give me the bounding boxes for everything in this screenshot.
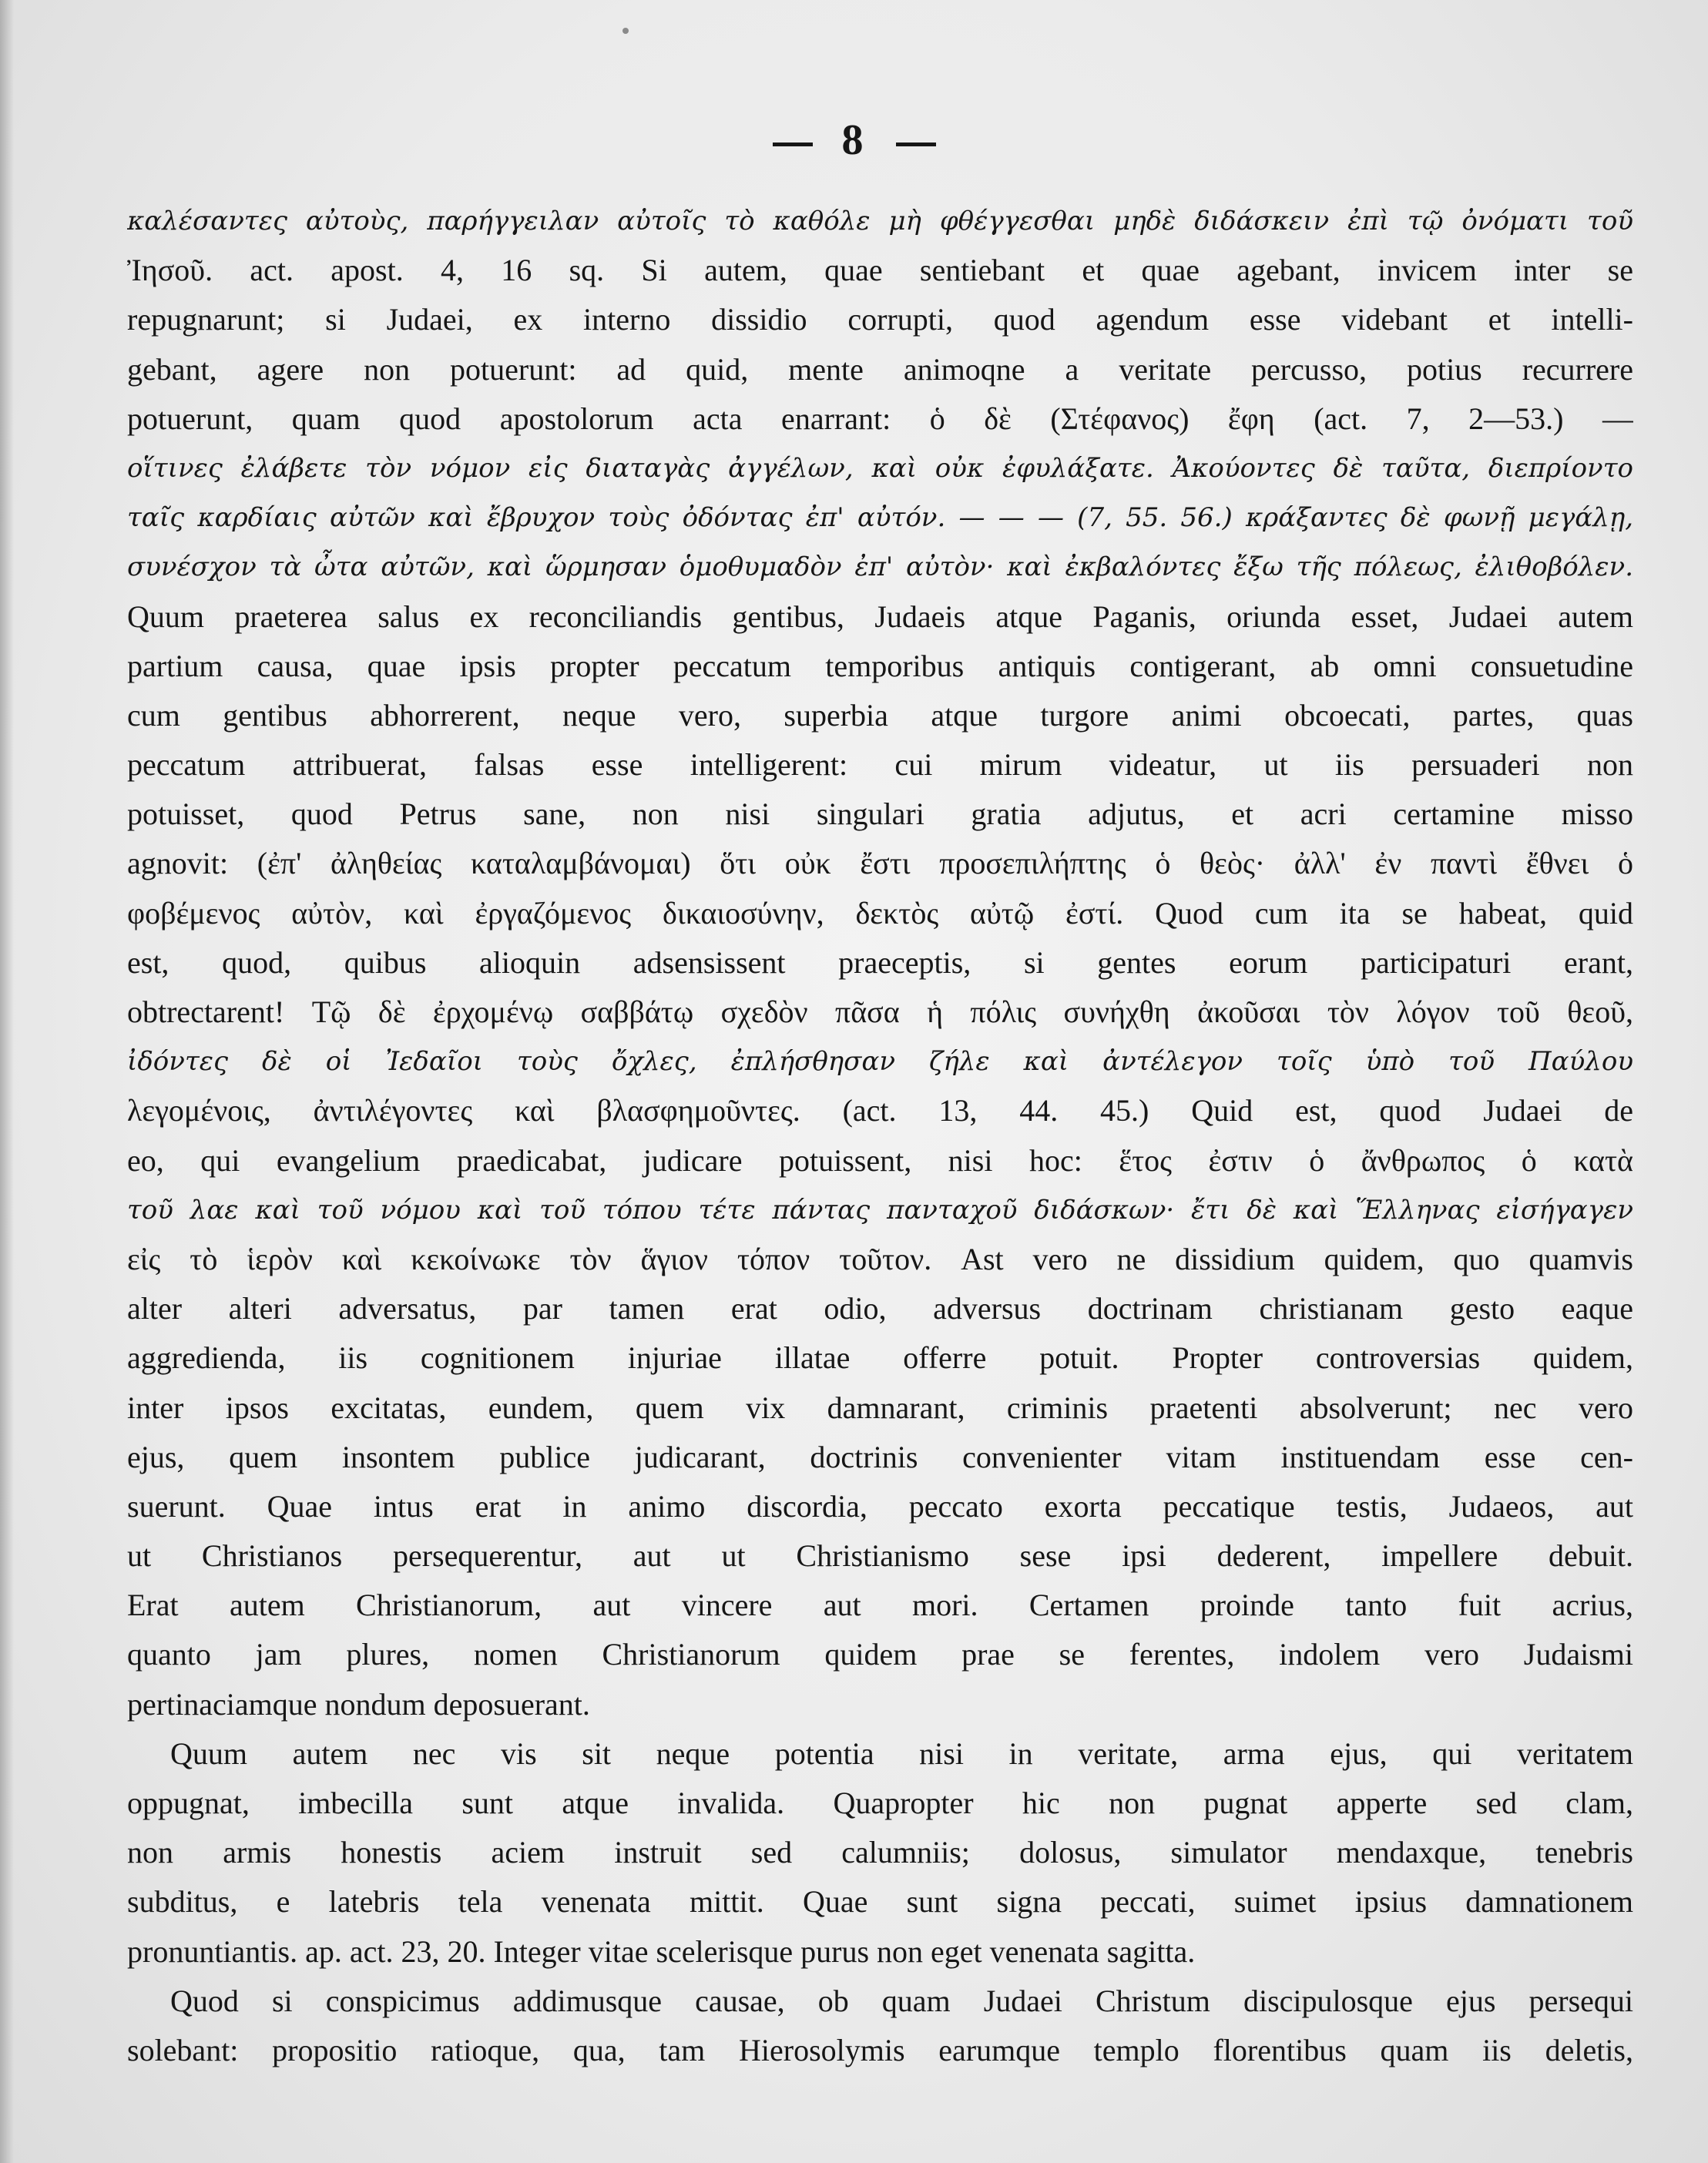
text-line: ut Christianos persequerentur, aut ut Christianismo sese ipsi dederent, impellere debuit. xyxy=(127,1538,1633,1574)
text-line: Quum autem nec vis sit neque potentia nisi in veritate, arma ejus, qui veritatem xyxy=(170,1735,1633,1771)
text-line: καλέσαντες αὐτοὺς, παρήγγειλαν αὐτοῖς τὸ καθόλε μὴ φθέγγεσθαι μηδὲ διδάσκειν ἐπὶ τῷ ὀνόματι τοῦ xyxy=(127,206,1633,236)
text-line: non armis honestis aciem instruit sed calumniis; dolosus, simulator mendaxque, tenebris xyxy=(127,1835,1633,1870)
text-line: ταῖς καρδίαις αὐτῶν καὶ ἔβρυχον τοὺς ὀδόντας ἐπ' αὐτόν. — — — (7, 55. 56.) κράξαντες δὲ φωνῇ μεγάλῃ, xyxy=(127,502,1633,534)
page-number-dash-right xyxy=(896,143,936,146)
text-line: ἰδόντες δὲ οἱ Ἰεδαῖοι τοὺς ὄχλες, ἐπλήσθησαν ζήλε καὶ ἀντέλεγον τοῖς ὑπὸ τοῦ Παύλου xyxy=(127,1046,1633,1078)
text-line: oppugnat, imbecilla sunt atque invalida. Quapropter hic non pugnat apperte sed clam, xyxy=(127,1786,1633,1820)
text-line: solebant: propositio ratioque, qua, tam Hierosolymis earumque templo florentibus quam iis deletis, xyxy=(127,2032,1633,2067)
text-line: aggredienda, iis cognitionem injuriae illatae offerre potuit. Propter controversias quidem, xyxy=(127,1340,1633,1376)
page-edge-shadow xyxy=(0,0,14,2163)
text-line: gebant, agere non potuerunt: ad quid, mente animoqne a veritate percusso, potius recurrere xyxy=(127,351,1633,387)
text-line: potuerunt, quam quod apostolorum acta enarrant: ὁ δὲ (Στέφανος) ἔφη (act. 7, 2—53.) — xyxy=(127,401,1633,436)
page-number-dash-left xyxy=(773,143,813,146)
text-line: obtrectarent! Τῷ δὲ ἐρχομένῳ σαββάτῳ σχεδὸν πᾶσα ἡ πόλις συνήχθη ἀκοῦσαι τὸν λόγον τοῦ θεοῦ, xyxy=(127,994,1633,1029)
text-line: repugnarunt; si Judaei, ex interno dissidio corrupti, quod agendum esse videbant et intelli- xyxy=(127,302,1633,337)
text-line: eo, qui evangelium praedicabat, judicare potuissent, nisi hoc: ἕτος ἐστιν ὁ ἄνθρωπος ὁ κατὰ xyxy=(127,1142,1633,1178)
text-line: potuisset, quod Petrus sane, non nisi singulari gratia adjutus, et acri certamine misso xyxy=(127,796,1633,832)
ink-speck xyxy=(622,28,629,34)
text-line: cum gentibus abhorrerent, neque vero, superbia atque turgore animi obcoecati, partes, quas xyxy=(127,697,1633,733)
text-line: Quod si conspicimus addimusque causae, ob quam Judaei Christum discipulosque ejus persequi xyxy=(170,1983,1633,2018)
text-line: συνέσχον τὰ ὦτα αὐτῶν, καὶ ὥρμησαν ὁμοθυμαδὸν ἐπ' αὐτὸν· καὶ ἐκβαλόντες ἔξω τῆς πόλεως, ἐλιθοβόλεν. xyxy=(127,552,1633,583)
page-number-value: 8 xyxy=(841,116,867,164)
text-line: Quum praeterea salus ex reconciliandis gentibus, Judaeis atque Paganis, oriunda esset, Judaei autem xyxy=(127,599,1633,634)
text-line: peccatum attribuerat, falsas esse intelligerent: cui mirum videatur, ut iis persuaderi non xyxy=(127,747,1633,783)
text-line: οἵτινες ἐλάβετε τὸν νόμον εἰς διαταγὰς ἀγγέλων, καὶ οὐκ ἐφυλάξατε. Ἀκούοντες δὲ ταῦτα, διεπρίοντο xyxy=(127,452,1633,484)
text-line: agnovit: (ἐπ' ἀληθείας καταλαμβάνομαι) ὅτι οὐκ ἔστι προσεπιλήπτης ὁ θεὸς· ἀλλ' ἐν παντὶ ἔθνει ὁ xyxy=(127,846,1633,881)
text-line: Ἰησοῦ. act. apost. 4, 16 sq. Si autem, quae sentiebant et quae agebant, invicem inter se xyxy=(127,253,1633,288)
body-text xyxy=(127,196,1633,2122)
text-line: est, quod, quibus alioquin adsensissent praeceptis, si gentes eorum participaturi erant, xyxy=(127,944,1633,980)
text-line: ejus, quem insontem publice judicarant, doctrinis convenienter vitam instituendam esse cen- xyxy=(127,1439,1633,1474)
text-line: pronuntiantis. ap. act. 23, 20. Integer vitae scelerisque purus non eget venenata sagitta. xyxy=(127,1933,1196,1969)
text-line: φοβέμενος αὐτὸν, καὶ ἐργαζόμενος δικαιοσύνην, δεκτὸς αὐτῷ ἐστί. Quod cum ita se habeat, quid xyxy=(127,895,1633,931)
text-line: subditus, e latebris tela venenata mittit. Quae sunt signa peccati, suimet ipsius damnationem xyxy=(127,1884,1633,1920)
text-line: τοῦ λαε καὶ τοῦ νόμου καὶ τοῦ τόπου τέτε πάντας πανταχοῦ διδάσκων· ἔτι δὲ καὶ Ἕλληνας εἰσήγαγεν xyxy=(127,1194,1633,1226)
text-line: εἰς τὸ ἱερὸν καὶ κεκοίνωκε τὸν ἅγιον τόπον τοῦτον. Ast vero ne dissidium quidem, quo quamvis xyxy=(127,1241,1633,1276)
text-line: alter alteri adversatus, par tamen erat odio, adversus doctrinam christianam gesto eaque xyxy=(127,1291,1633,1326)
text-line: λεγομένοις, ἀντιλέγοντες καὶ βλασφημοῦντες. (act. 13, 44. 45.) Quid est, quod Judaei de xyxy=(127,1093,1633,1128)
page-number xyxy=(0,116,1708,165)
text-line: quanto jam plures, nomen Christianorum quidem prae se ferentes, indolem vero Judaismi xyxy=(127,1637,1633,1672)
text-line: suerunt. Quae intus erat in animo discordia, peccato exorta peccatique testis, Judaeos, aut xyxy=(127,1488,1633,1524)
text-line: inter ipsos excitatas, eundem, quem vix damnarant, criminis praetenti absolverunt; nec vero xyxy=(127,1390,1633,1425)
text-line: pertinaciamque nondum deposuerant. xyxy=(127,1686,590,1722)
text-line: partium causa, quae ipsis propter peccatum temporibus antiquis contigerant, ab omni consuetudine xyxy=(127,648,1633,683)
text-line: Erat autem Christianorum, aut vincere aut mori. Certamen proinde tanto fuit acrius, xyxy=(127,1588,1633,1623)
